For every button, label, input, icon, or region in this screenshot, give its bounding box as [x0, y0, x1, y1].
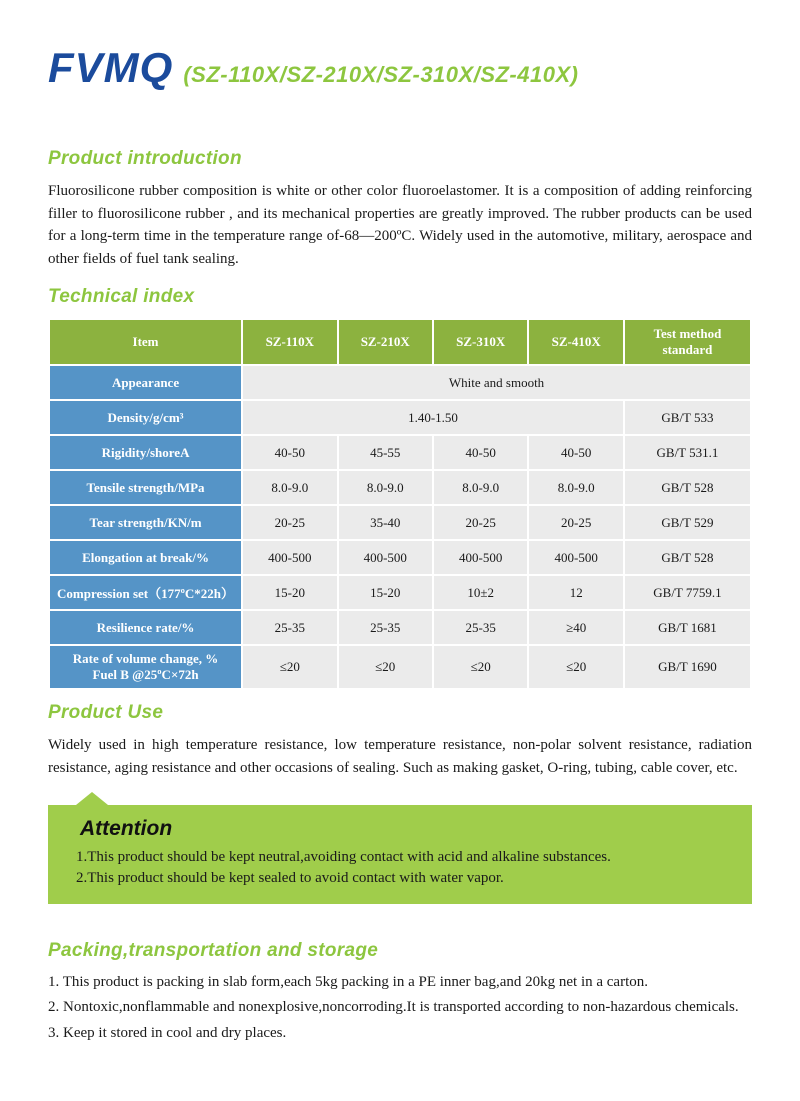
table-row-appearance	[49, 365, 751, 400]
table-cell: 400-500	[528, 540, 623, 575]
column-header-sz410x: SZ-410X	[528, 319, 623, 365]
technical-index-table	[48, 318, 752, 690]
row-label-cell: Resilience rate/%	[49, 610, 242, 645]
table-cell: ≤20	[338, 645, 433, 689]
packing-list	[48, 970, 752, 1047]
table-cell: 15-20	[242, 575, 337, 610]
table-cell: 8.0-9.0	[338, 470, 433, 505]
row-label-cell: Rigidity/shoreA	[49, 435, 242, 470]
table-cell: 8.0-9.0	[528, 470, 623, 505]
table-cell: 25-35	[433, 610, 528, 645]
row-label-line-2: Fuel B @25ºC×72h	[92, 667, 199, 682]
row-label-line-1: Rate of volume change, %	[72, 651, 219, 666]
section-product-use	[48, 702, 752, 779]
standard-cell: GB/T 529	[624, 505, 751, 540]
product-introduction-paragraph: Fluorosilicone rubber composition is white or other color fluoroelastomer. It is a composition of adding reinforcing filler to fluorosilicone rubber , and its mechanical properties are greatly improved. The rubber products can be used for a long-term time in the temperature range of-68—200ºC. Widely used in the automotive, military, aerospace and other fields of fuel tank sealing.	[48, 183, 752, 267]
table-row-resilience	[49, 610, 751, 645]
table-cell: 8.0-9.0	[242, 470, 337, 505]
product-name: FVMQ	[48, 44, 174, 91]
table-cell: White and smooth	[242, 365, 751, 400]
row-label-cell: Tensile strength/MPa	[49, 470, 242, 505]
heading-attention: Attention	[80, 817, 173, 840]
standard-cell: GB/T 531.1	[624, 435, 751, 470]
standard-cell: GB/T 528	[624, 470, 751, 505]
section-technical-index	[48, 286, 752, 690]
column-header-sz210x: SZ-210X	[338, 319, 433, 365]
table-cell: 20-25	[242, 505, 337, 540]
packing-item-1: 1. This product is packing in slab form,each 5kg packing in a PE inner bag,and 20kg net in a carton.	[48, 973, 648, 990]
table-cell: 20-25	[433, 505, 528, 540]
attention-item-1: 1.This product should be kept neutral,avoiding contact with acid and alkaline substances.	[76, 849, 611, 865]
table-cell: 40-50	[528, 435, 623, 470]
column-header-sz110x: SZ-110X	[242, 319, 337, 365]
table-cell: 25-35	[338, 610, 433, 645]
column-header-test-method: Test method standard	[624, 319, 751, 365]
table-cell: 15-20	[338, 575, 433, 610]
table-cell: 400-500	[433, 540, 528, 575]
table-cell: 1.40-1.50	[242, 400, 624, 435]
table-cell: 45-55	[338, 435, 433, 470]
table-cell: 25-35	[242, 610, 337, 645]
column-header-item: Item	[49, 319, 242, 365]
heading-packing: Packing,transportation and storage	[48, 939, 379, 961]
table-cell: ≤20	[433, 645, 528, 689]
row-label-cell: Density/g/cm³	[49, 400, 242, 435]
table-cell: ≤20	[528, 645, 623, 689]
heading-product-use: Product Use	[48, 702, 164, 723]
row-label-cell: Elongation at break/%	[49, 540, 242, 575]
standard-cell: GB/T 1690	[624, 645, 751, 689]
packing-item-3: 3. Keep it stored in cool and dry places.	[48, 1024, 287, 1041]
table-row-tear-strength	[49, 505, 751, 540]
table-cell: 10±2	[433, 575, 528, 610]
product-use-paragraph: Widely used in high temperature resistance, low temperature resistance, non-polar solvent resistance, radiation resistance, aging resistance and other occasions of sealing. Such as making gasket, O-ring, tubing, cable cover, etc.	[48, 737, 752, 776]
row-label-cell: Tear strength/KN/m	[49, 505, 242, 540]
section-product-introduction	[48, 148, 752, 270]
column-header-sz310x: SZ-310X	[433, 319, 528, 365]
table-cell: 20-25	[528, 505, 623, 540]
table-cell: 400-500	[242, 540, 337, 575]
section-packing	[48, 940, 752, 1047]
table-header-row	[49, 319, 751, 365]
heading-product-introduction: Product introduction	[48, 148, 242, 169]
table-cell: 35-40	[338, 505, 433, 540]
row-label-cell: Compression set（177ºC*22h）	[49, 575, 242, 610]
row-label-cell: Appearance	[49, 365, 242, 400]
table-cell: ≥40	[528, 610, 623, 645]
row-label-cell	[49, 645, 242, 689]
table-cell: 40-50	[433, 435, 528, 470]
table-cell: 400-500	[338, 540, 433, 575]
heading-technical-index: Technical index	[48, 286, 195, 307]
attention-item-2: 2.This product should be kept sealed to avoid contact with water vapor.	[76, 870, 504, 887]
standard-cell: GB/T 7759.1	[624, 575, 751, 610]
triangle-pointer-icon	[76, 792, 108, 805]
standard-cell: GB/T 1681	[624, 610, 751, 645]
table-row-compression-set	[49, 575, 751, 610]
table-row-rigidity	[49, 435, 751, 470]
document-page	[0, 44, 800, 1101]
table-row-density	[49, 400, 751, 435]
packing-item-2: 2. Nontoxic,nonflammable and nonexplosive,noncorroding.It is transported according to non-hazardous chemicals.	[48, 999, 739, 1016]
standard-cell: GB/T 533	[624, 400, 751, 435]
table-row-tensile-strength	[49, 470, 751, 505]
table-row-volume-change	[49, 645, 751, 689]
table-cell: 8.0-9.0	[433, 470, 528, 505]
table-row-elongation	[49, 540, 751, 575]
table-cell: ≤20	[242, 645, 337, 689]
product-model-list: (SZ-110X/SZ-210X/SZ-310X/SZ-410X)	[183, 62, 579, 87]
table-cell: 40-50	[242, 435, 337, 470]
attention-banner	[48, 805, 752, 904]
standard-cell: GB/T 528	[624, 540, 751, 575]
table-cell: 12	[528, 575, 623, 610]
product-title	[48, 44, 752, 92]
